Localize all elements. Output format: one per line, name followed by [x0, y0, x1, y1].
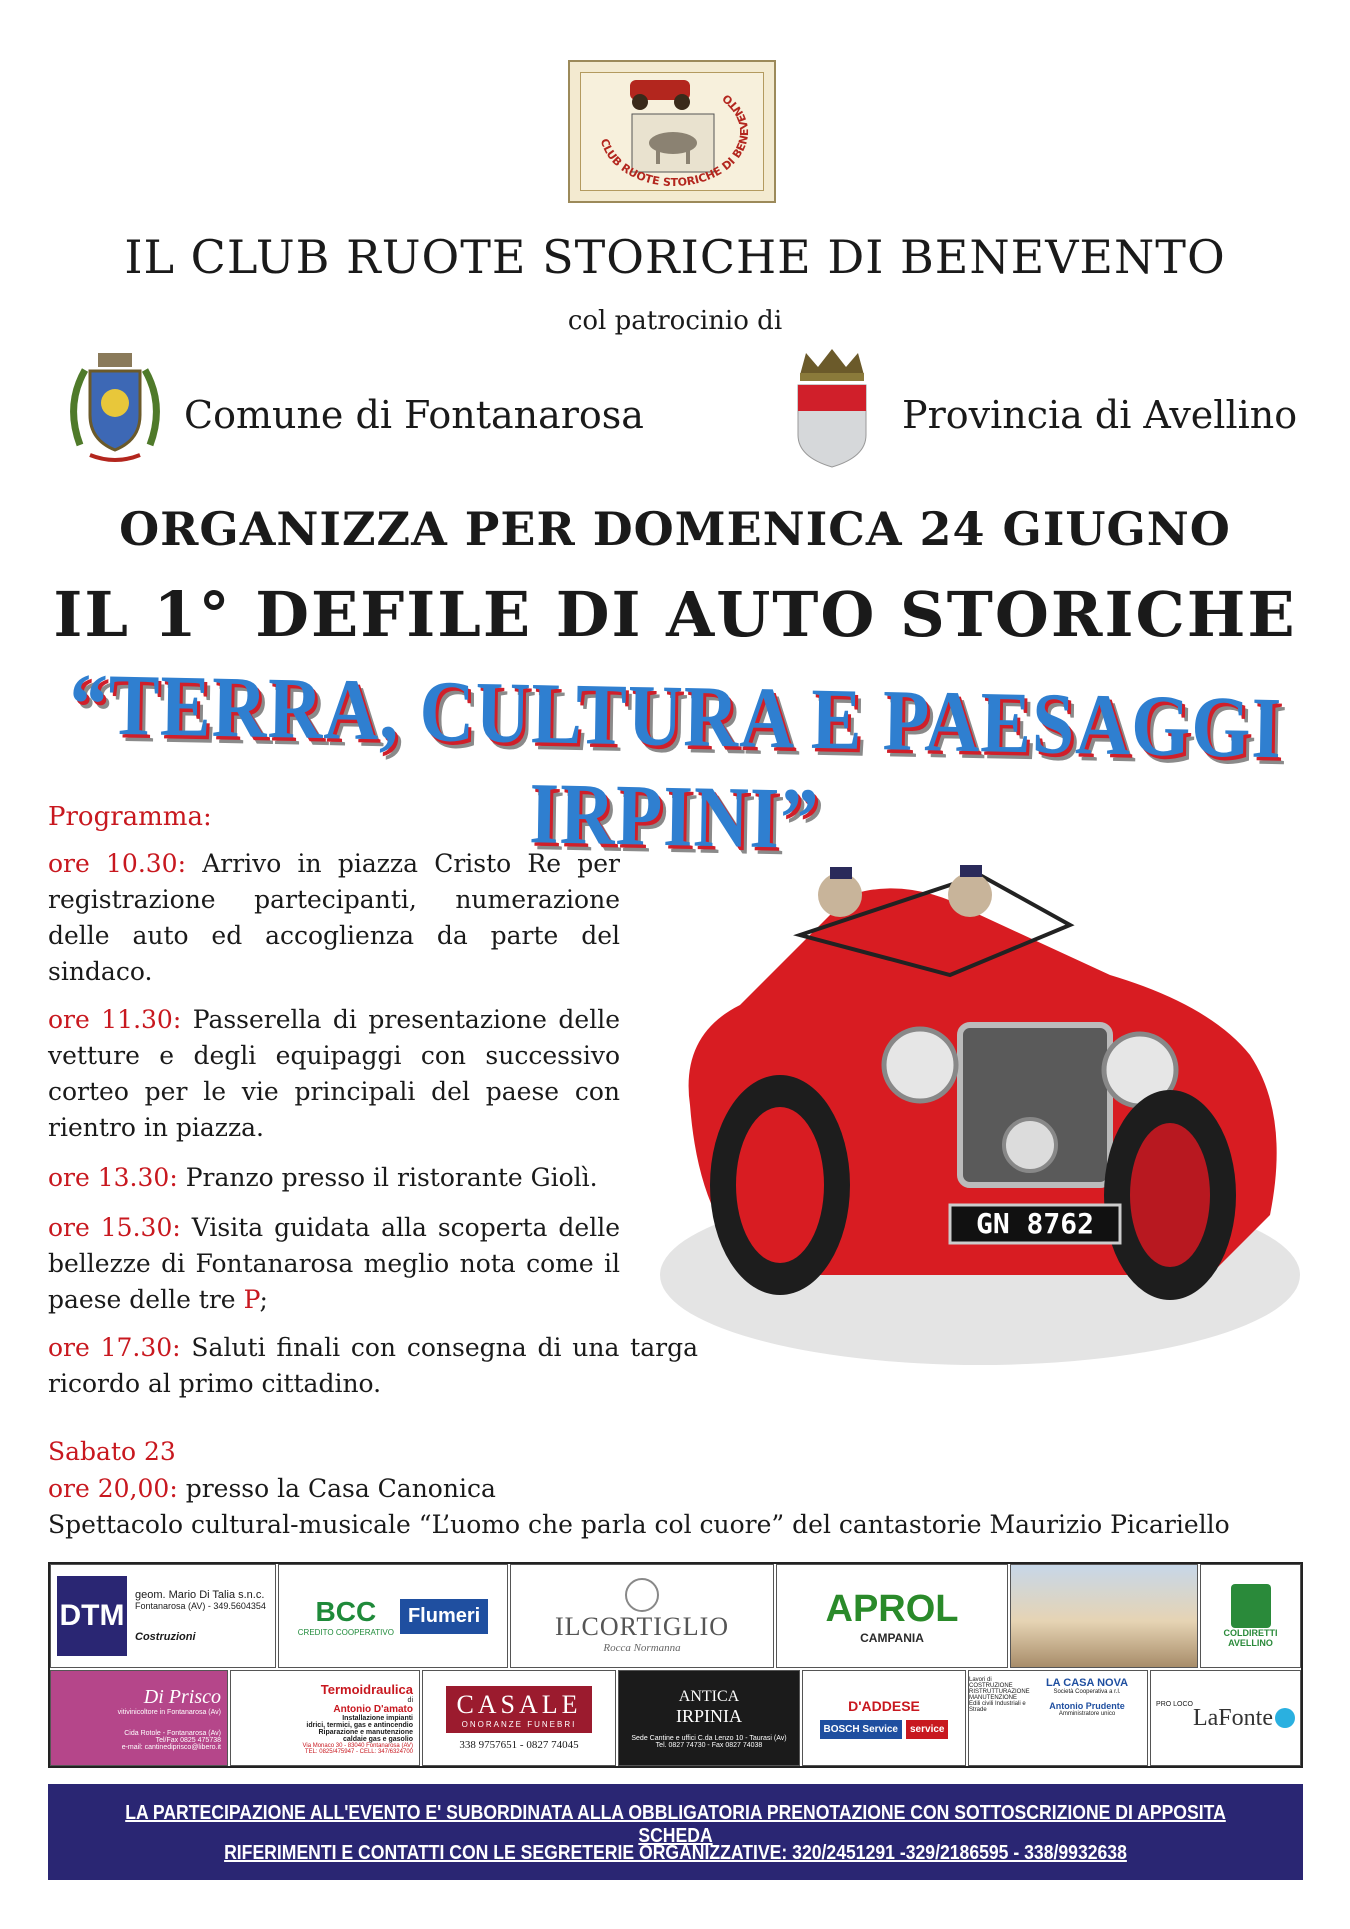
cortiglio-name: ILCORTIGLIO: [554, 1612, 730, 1641]
dtm-caption: Costruzioni: [135, 1631, 196, 1643]
dtm-logo-icon: DTM: [57, 1576, 127, 1656]
lacasanova-person: Antonio Prudente: [1049, 1701, 1125, 1711]
program-item: [48, 1330, 698, 1402]
club-logo: [568, 60, 776, 203]
irpinia-address: Sede Cantine e uffici C.da Lenzo 10 - Taurasi (Av): [631, 1734, 787, 1742]
footer-line-2: RIFERIMENTI E CONTATTI CON LE SEGRETERIE ORGANIZZATIVE: 320/2451291 -329/2186595 - 338/9932638: [224, 1842, 1127, 1864]
cortiglio-sub: Rocca Normanna: [603, 1642, 681, 1654]
sponsor-cortiglio: [510, 1564, 774, 1668]
casale-name: CASALE: [456, 1689, 582, 1719]
termo-line: idrici, termici, gas e antincendio: [306, 1721, 413, 1729]
dtm-person: geom. Mario Di Talia s.n.c.: [135, 1589, 265, 1601]
comune-coat-of-arms-icon: [60, 345, 170, 470]
saturday-time: ore 20,00:: [48, 1474, 178, 1503]
event-title: IL 1° DEFILE DI AUTO STORICHE: [53, 578, 1297, 651]
program-label: Programma:: [48, 802, 212, 832]
program-text: Arrivo in piazza Cristo Re per registrazione partecipanti, numerazione delle auto ed accoglienza da parte del sindaco.: [48, 849, 620, 986]
provincia-coat-of-arms-icon: [792, 345, 872, 470]
program-text: Saluti finali con consegna di una targa ricordo al primo cittadino.: [48, 1333, 698, 1398]
program-tail: ;: [259, 1285, 268, 1314]
event-slogan: “TERRA, CULTURA E PAESAGGI IRPINI”: [68, 655, 1283, 868]
program-text: Pranzo presso il ristorante Giolì.: [185, 1163, 598, 1192]
lafonte-name: LaFonte: [1192, 1704, 1273, 1731]
lacasanova-left: Lavori di COSTRUZIONE RISTRUTTURAZIONE MANUTENZIONE Edili civili Industriali e Strade: [969, 1677, 1030, 1713]
lacasanova-role: Amministratore unico: [1058, 1711, 1116, 1717]
termo-line: Riparazione e manutenzione: [318, 1728, 413, 1736]
sponsor-grid: [48, 1562, 1303, 1768]
program-highlight: P: [243, 1285, 260, 1314]
bcc-branch: Flumeri: [400, 1599, 488, 1634]
termo-line: Installazione impianti: [342, 1714, 413, 1722]
program-item: [48, 1002, 620, 1146]
program-item: [48, 1210, 620, 1318]
casale-sub: ONORANZE FUNEBRI: [461, 1719, 577, 1729]
program-item: [48, 1160, 620, 1196]
provincia-name: Provincia di Avellino: [902, 393, 1298, 437]
program-text: Passerella di presentazione delle vetture e degli equipaggi con successivo corteo per le vie principali del paese con rientro in piazza.: [48, 1005, 620, 1142]
sponsor-termoidraulica: [230, 1670, 420, 1766]
lacasanova-title: LA CASA NOVA: [1045, 1677, 1129, 1689]
daddese-sub: BOSCH Service: [820, 1720, 902, 1739]
lacasanova-sub: Società Cooperativa a r.l.: [1053, 1689, 1121, 1695]
program-text: Visita guidata alla scoperta delle bellezze di Fontanarosa meglio nota come il paese delle tre: [48, 1213, 620, 1314]
sponsor-diprisco: [50, 1670, 228, 1766]
saturday-line: [48, 1474, 496, 1503]
program-time: ore 17.30:: [48, 1333, 181, 1362]
aprol-name: APROL: [825, 1587, 959, 1630]
saturday-place: presso la Casa Canonica: [185, 1474, 496, 1503]
saturday-label: Sabato 23: [48, 1437, 176, 1466]
aprol-sub: CAMPANIA: [860, 1630, 924, 1645]
program-time: ore 11.30:: [48, 1005, 182, 1034]
sponsor-lafonte: [1150, 1670, 1301, 1766]
saturday-show: Spettacolo cultural-musicale “L’uomo che parla col cuore” del cantastorie Maurizio Picariello: [48, 1510, 1230, 1539]
program-time: ore 15.30:: [48, 1213, 181, 1242]
sponsor-daddese: [802, 1670, 966, 1766]
vintage-car-image: [650, 855, 1310, 1375]
cortiglio-emblem-icon: [625, 1578, 659, 1612]
event-date-heading: ORGANIZZA PER DOMENICA 24 GIUGNO: [119, 502, 1231, 556]
bcc-sub: CREDITO COOPERATIVO: [297, 1627, 394, 1637]
coldiretti-sub: AVELLINO: [1228, 1638, 1273, 1648]
patronage-text: col patrocinio di: [567, 306, 783, 336]
daddese-service: service: [906, 1720, 948, 1739]
footer-banner: [48, 1784, 1303, 1880]
program-time: ore 13.30:: [48, 1163, 178, 1192]
bcc-name: BCC: [315, 1595, 377, 1627]
diprisco-sub: vitivinicoltore in Fontanarosa (Av): [117, 1708, 221, 1716]
sponsor-lacasanova: [968, 1670, 1148, 1766]
diprisco-email: e-mail: cantinediprisco@libero.it: [121, 1743, 221, 1751]
lafonte-drop-icon: [1275, 1708, 1295, 1728]
dtm-contact: Fontanarosa (AV) - 349.5604354: [135, 1601, 266, 1611]
sponsor-dtm: [50, 1564, 276, 1668]
coldiretti-logo-icon: [1231, 1584, 1271, 1628]
sponsor-restaurant-photo: [1010, 1564, 1198, 1668]
program-time: ore 10.30:: [48, 849, 186, 878]
irpinia-name2: IRPINIA: [676, 1705, 742, 1726]
coldiretti-name: COLDIRETTI: [1223, 1628, 1278, 1638]
irpinia-name1: ANTICA: [678, 1687, 740, 1705]
diprisco-phone: Tel/Fax 0825 475738: [155, 1736, 221, 1744]
club-name: IL CLUB RUOTE STORICHE DI BENEVENTO: [124, 230, 1226, 284]
sponsor-aprol: [776, 1564, 1008, 1668]
daddese-name: D'ADDESE: [848, 1697, 920, 1714]
diprisco-name: Di Prisco: [143, 1685, 221, 1708]
logo-ring-text: CLUB RUOTE STORICHE DI BENEVENTO: [597, 91, 752, 190]
lafonte-pro: PRO LOCO: [1156, 1701, 1193, 1708]
footer-line-1: LA PARTECIPAZIONE ALL'EVENTO E' SUBORDINATA ALLA OBBLIGATORIA PRENOTAZIONE CON SOTTOSCRIZIONE DI APPOSITA SCHEDA: [125, 1802, 1226, 1847]
sponsor-coldiretti: [1200, 1564, 1301, 1668]
sponsor-bcc: [278, 1564, 508, 1668]
termo-name: Termoidraulica: [320, 1681, 413, 1697]
termo-di: di: [407, 1696, 413, 1704]
comune-name: Comune di Fontanarosa: [184, 393, 644, 437]
program-item: [48, 846, 620, 990]
termo-line: caldaie gas e gasolio: [342, 1735, 413, 1743]
sponsor-antica-irpinia: [618, 1670, 800, 1766]
license-plate: GN 8762: [975, 1207, 1095, 1240]
irpinia-phone: Tel. 0827 74730 - Fax 0827 74038: [655, 1741, 763, 1749]
termo-address: Via Monaco 30 - 83040 Fontanarosa (AV): [302, 1742, 413, 1749]
casale-phone: 338 9757651 - 0827 74045: [459, 1738, 579, 1751]
logo-car-icon: [630, 80, 690, 110]
termo-phone: TEL: 0825/475947 - CELL: 347/6324700: [304, 1748, 413, 1755]
sponsor-casale: [422, 1670, 616, 1766]
restaurant-photo-image: [1011, 1565, 1197, 1667]
diprisco-address: Cida Rotole - Fontanarosa (Av): [124, 1729, 221, 1737]
termo-person: Antonio D'amato: [333, 1703, 413, 1715]
